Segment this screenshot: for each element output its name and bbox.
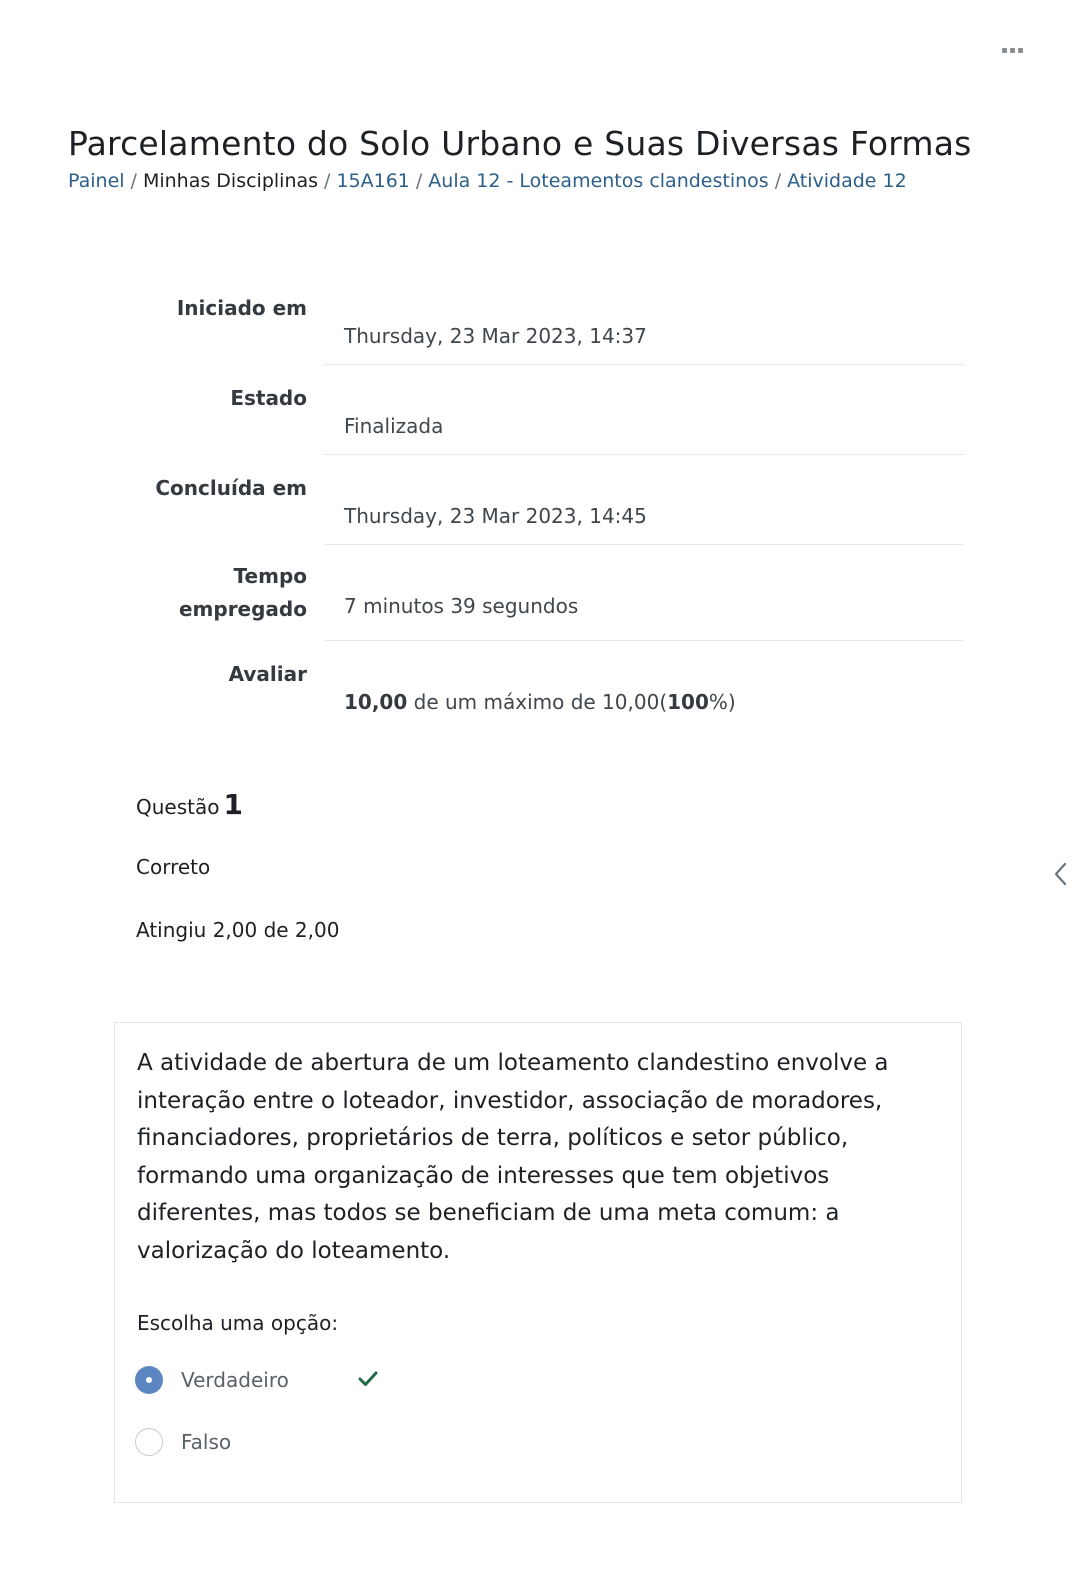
- summary-value: Finalizada: [344, 414, 444, 438]
- question-number-value: 1: [223, 788, 243, 821]
- grade-value: [344, 690, 736, 714]
- grade-score: 10,00: [344, 690, 408, 714]
- breadcrumb-minhas-disciplinas: Minhas Disciplinas: [142, 170, 319, 192]
- summary-label: [107, 560, 307, 626]
- breadcrumb-separator: /: [415, 170, 423, 192]
- question-number: [136, 788, 243, 821]
- open-drawer-button[interactable]: [1050, 860, 1072, 888]
- breadcrumb-aula[interactable]: Aula 12 - Loteamentos clandestinos: [428, 170, 769, 192]
- summary-label-line: Tempo: [233, 564, 307, 588]
- summary-value: 7 minutos 39 segundos: [344, 594, 579, 618]
- radio-selected-icon[interactable]: [135, 1366, 163, 1394]
- breadcrumb-painel[interactable]: Painel: [68, 170, 125, 192]
- row-divider: [324, 544, 964, 545]
- more-options-dot: [1018, 48, 1023, 53]
- breadcrumb: [68, 170, 907, 192]
- summary-label-line: empregado: [178, 597, 307, 621]
- correct-check-icon: [357, 1368, 379, 1390]
- summary-value: Thursday, 23 Mar 2023, 14:37: [344, 324, 647, 348]
- breadcrumb-course[interactable]: 15A161: [336, 170, 410, 192]
- row-divider: [324, 640, 964, 641]
- more-options-dot: [1010, 48, 1015, 53]
- summary-label: Estado: [230, 386, 307, 410]
- summary-value: Thursday, 23 Mar 2023, 14:45: [344, 504, 647, 528]
- summary-label: Iniciado em: [176, 296, 307, 320]
- grade-end: %): [708, 690, 736, 714]
- breadcrumb-separator: /: [130, 170, 137, 192]
- question-content: [114, 1022, 962, 1503]
- breadcrumb-separator: /: [774, 170, 782, 192]
- grade-middle: de um máximo de 10,00(: [407, 690, 668, 714]
- row-divider: [324, 454, 964, 455]
- question-mark: Atingiu 2,00 de 2,00: [136, 918, 340, 942]
- grade-percent: 100: [667, 690, 709, 714]
- summary-label: Avaliar: [228, 662, 307, 686]
- more-options-button[interactable]: [996, 36, 1028, 64]
- breadcrumb-separator: /: [324, 170, 331, 192]
- option-falso[interactable]: [135, 1425, 231, 1459]
- summary-label: Concluída em: [155, 476, 307, 500]
- option-label: Falso: [181, 1430, 232, 1454]
- more-options-icon: [1002, 48, 1007, 53]
- option-label: Verdadeiro: [181, 1368, 289, 1392]
- option-verdadeiro[interactable]: [135, 1363, 289, 1397]
- question-text: A atividade de abertura de um loteamento clandestino envolve a interação entre o loteador, investidor, associação de moradores, financiadores, proprietários de terra, políticos e setor público, formando uma organização de interesses que tem objetivos diferentes, mas todos se beneficiam de uma meta comum: a valorização do loteamento.: [137, 1050, 889, 1264]
- question-label: Questão: [136, 795, 220, 819]
- radio-empty-icon[interactable]: [135, 1428, 163, 1456]
- breadcrumb-atividade[interactable]: Atividade 12: [787, 170, 907, 192]
- row-divider: [324, 364, 964, 365]
- question-status: Correto: [136, 855, 211, 879]
- chevron-left-icon: [1050, 860, 1072, 888]
- choice-prompt: Escolha uma opção:: [137, 1311, 339, 1335]
- page-title: Parcelamento do Solo Urbano e Suas Diversas Formas: [68, 124, 972, 163]
